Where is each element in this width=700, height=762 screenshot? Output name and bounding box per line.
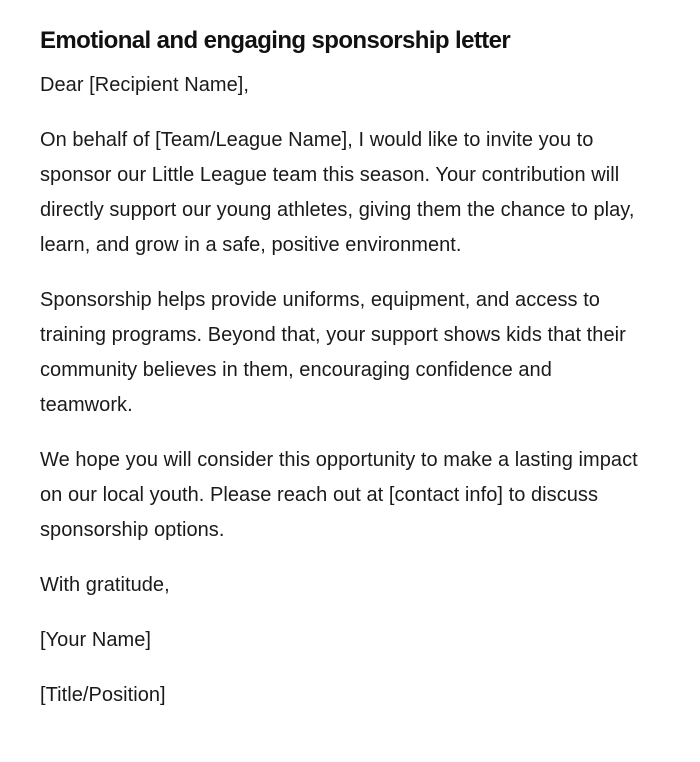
letter-document — [40, 22, 650, 733]
signature-name: [Your Name] — [40, 629, 151, 651]
signature-title: [Title/Position] — [40, 684, 166, 706]
closing: With gratitude, — [40, 574, 170, 596]
salutation: Dear [Recipient Name], — [40, 74, 249, 96]
body-paragraph-intro: On behalf of [Team/League Name], I would like to invite you to sponsor our Little League team this season. Your contribution will directly support our young athletes, giving them the chance to play, learn, and grow in a safe, positive environment. — [40, 129, 635, 256]
letter-title: Emotional and engaging sponsorship letter — [40, 27, 511, 54]
body-paragraph-benefits: Sponsorship helps provide uniforms, equipment, and access to training programs. Beyond that, your support shows kids that their community believes in them, encouraging confidence and teamwork. — [40, 289, 626, 416]
body-paragraph-call-to-action: We hope you will consider this opportunity to make a lasting impact on our local youth. Please reach out at [contact info] to discuss sponsorship options. — [40, 449, 638, 541]
